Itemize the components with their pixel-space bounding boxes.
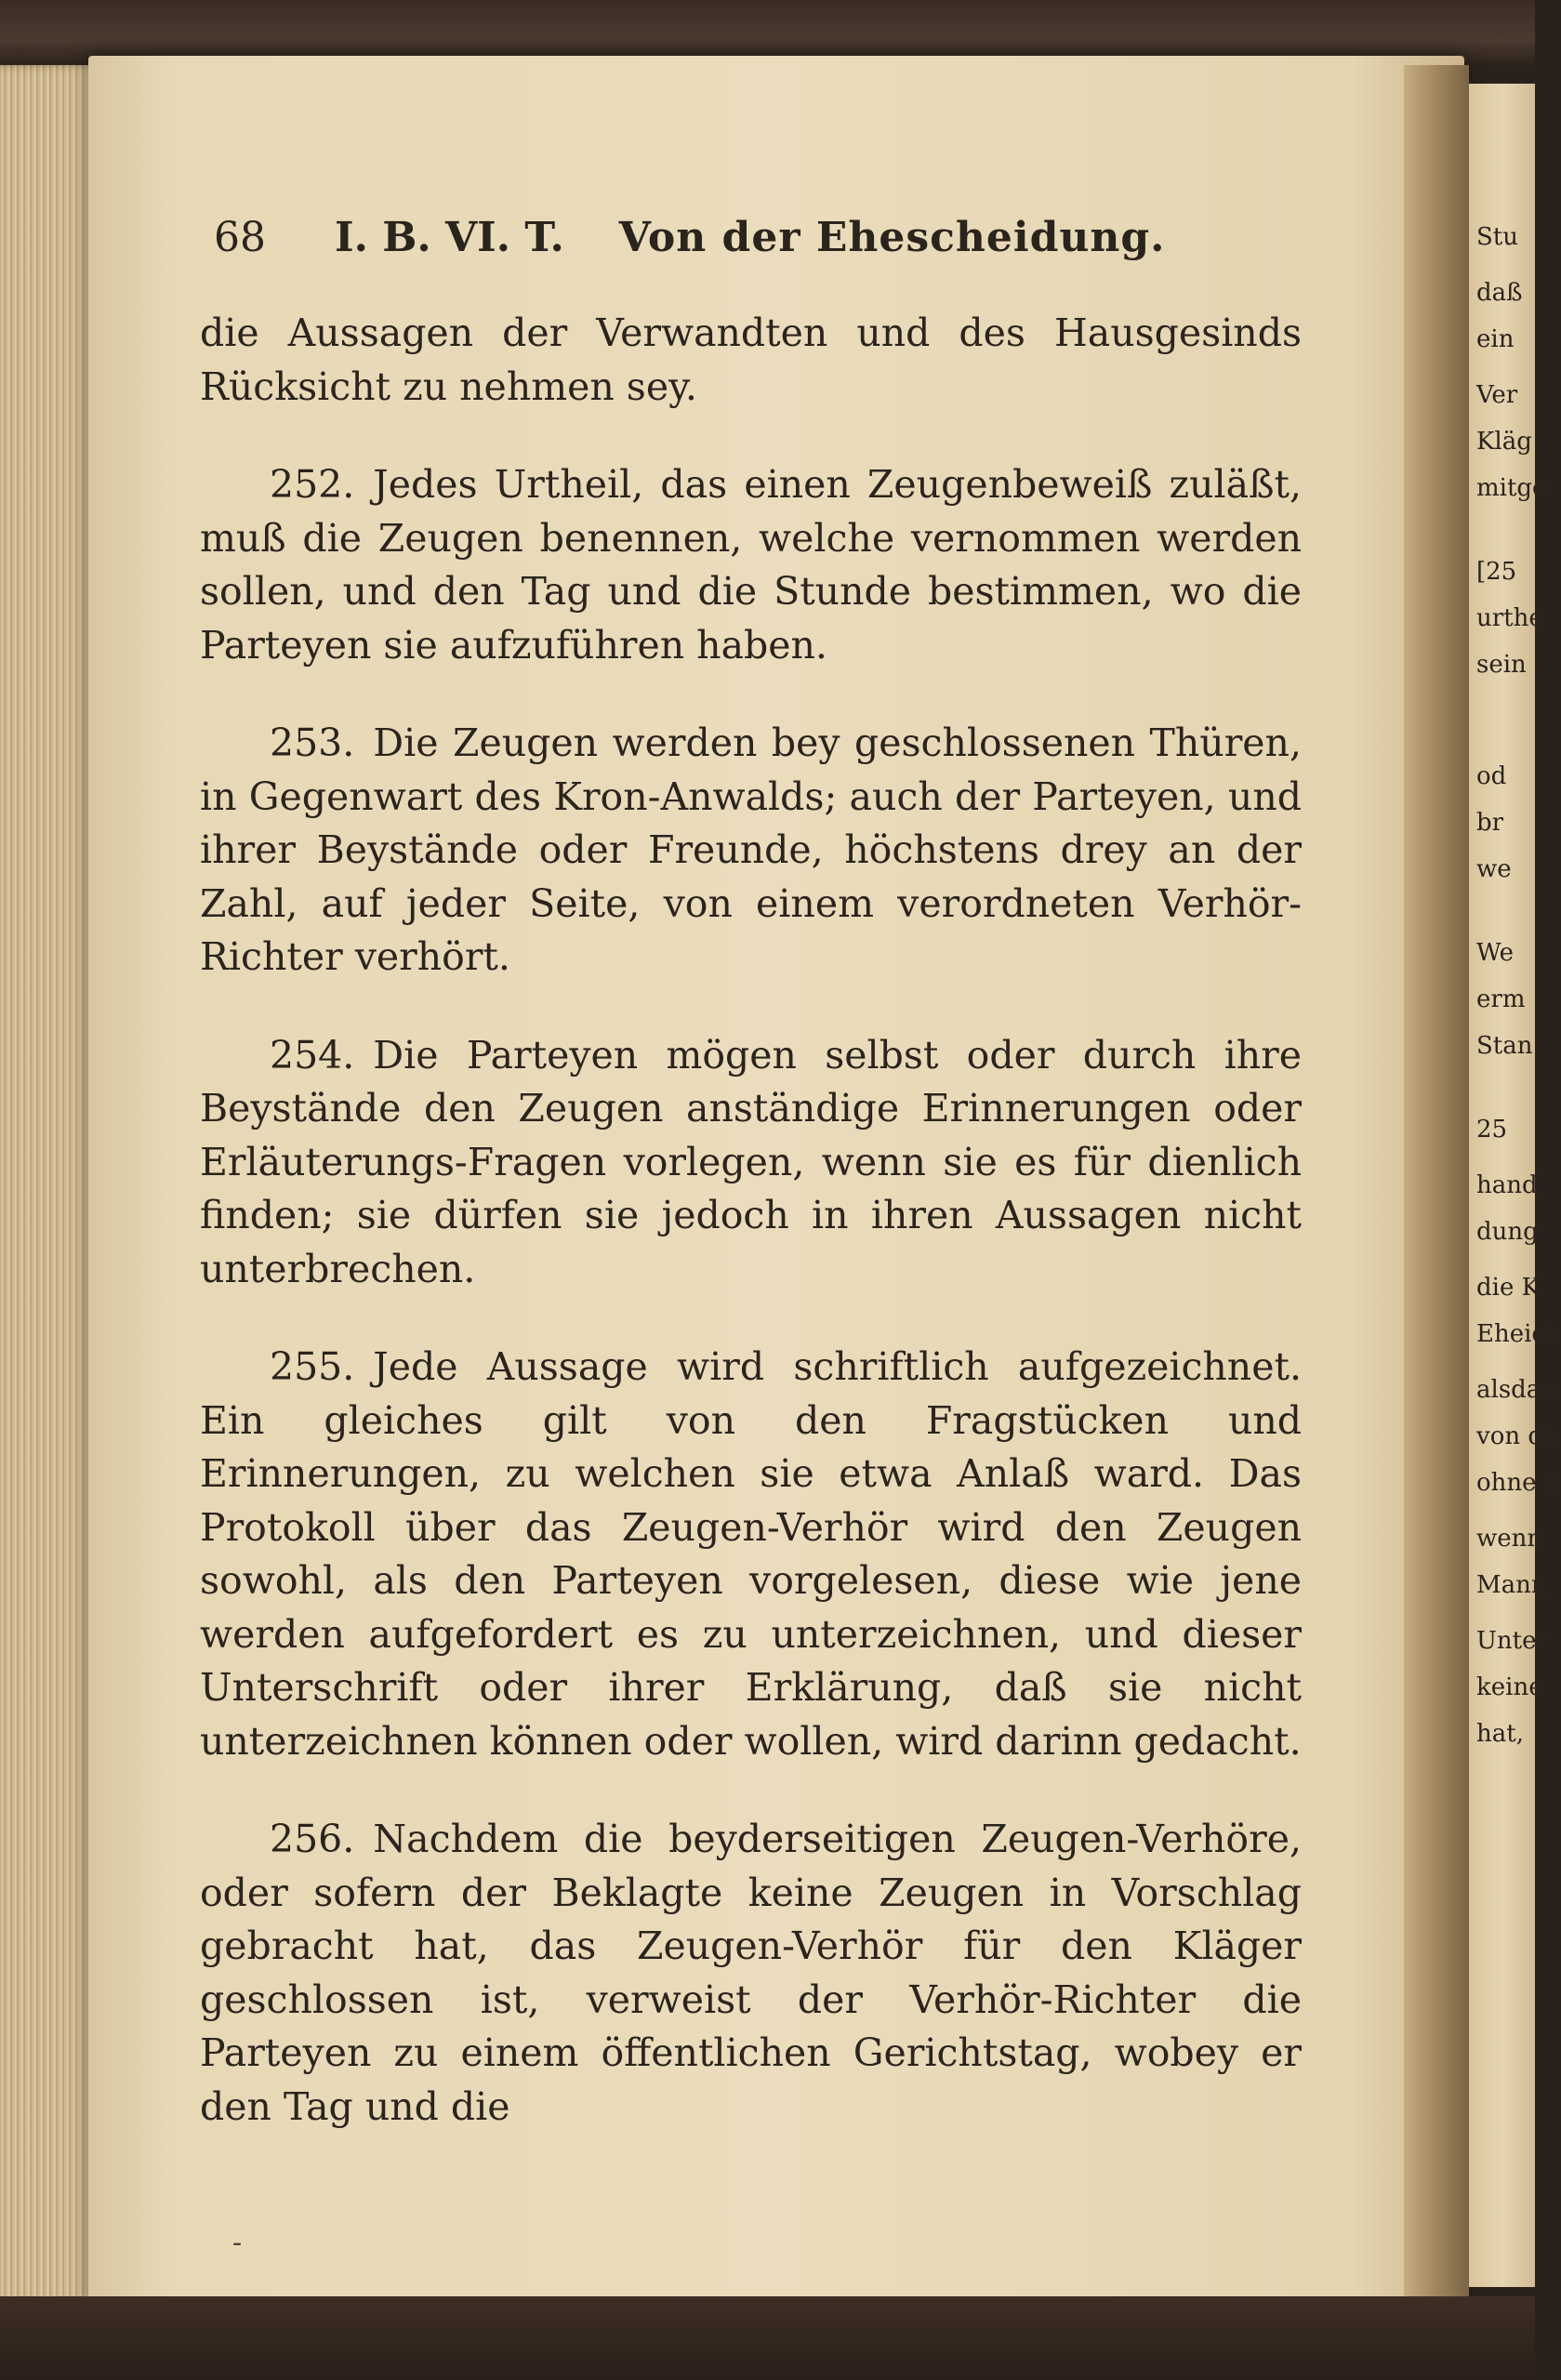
page-number: 68 [214, 214, 266, 261]
next-page-fragment: Stu [1476, 223, 1519, 251]
next-page-fragment: [25 [1476, 558, 1517, 586]
next-page-fragment: dung [1476, 1218, 1539, 1246]
paragraph-number: 256. [270, 1817, 355, 1861]
next-page-fragment: we [1476, 855, 1512, 883]
next-page-fragment: die K [1476, 1274, 1541, 1302]
next-page-fragment: hat, [1476, 1720, 1524, 1748]
paragraph-number: 252. [270, 462, 355, 507]
book-gutter [1404, 65, 1469, 2296]
paragraph-number: 254. [270, 1032, 355, 1078]
next-page-fragment: ohne d [1476, 1469, 1560, 1497]
next-page-fragment: wenn [1476, 1525, 1543, 1553]
next-page-fragment: od [1476, 762, 1507, 790]
paragraph-number: 253. [270, 721, 355, 765]
paragraph-252 [200, 458, 1302, 672]
next-page-fragment: mitge [1476, 474, 1547, 502]
next-page-fragment: keine [1476, 1673, 1543, 1701]
paragraph-253 [200, 717, 1302, 985]
paragraph-254 [200, 1029, 1302, 1297]
next-page-fragment: urthe [1476, 604, 1543, 632]
next-page-fragment: Mann [1476, 1571, 1547, 1599]
paragraph-text: Die Zeugen werden bey geschlossenen Thüren, in Gegenwart des Kron-Anwalds; auch der Parteyen, und ihrer Beystände oder Freunde, höchstens drey an der Zahl, auf jeder Seite, von einem verordneten Verhör-Richter verhört. [200, 721, 1302, 979]
paragraph-text: Nachdem die beyderseitigen Zeugen-Verhöre, oder sofern der Beklagte keine Zeugen in Vorschlag gebracht hat, das Zeugen-Verhör für den Kläger geschlossen ist, verweist der Verhör-Richter die Parteyen zu einem öffentlichen Gerichtstag, wobey er den Tag und die [200, 1817, 1302, 2129]
next-page-fragment: Kläg [1476, 428, 1532, 456]
next-page-fragment: Eheich [1476, 1320, 1561, 1348]
next-page-fragment: Stan [1476, 1032, 1533, 1060]
book-cover-bottom [0, 2296, 1535, 2380]
next-page-fragment: 25 [1476, 1116, 1508, 1144]
paragraph-text: Die Parteyen mögen selbst oder durch ihre Beystände den Zeugen anständige Erinnerungen oder Erläuterungs-Fragen vorlegen, wenn sie es für dienlich finden; sie dürfen sie jedoch in ihren Aussagen nicht unterbrechen. [200, 1032, 1302, 1291]
next-page-fragment: ein [1476, 325, 1515, 353]
next-page-fragment: erm [1476, 985, 1526, 1013]
next-page-fragment: Ver [1476, 381, 1518, 409]
running-header [214, 214, 1199, 261]
next-page-fragment: br [1476, 809, 1504, 837]
paragraph-number: 255. [270, 1344, 355, 1389]
next-page-edge [1469, 84, 1561, 2287]
next-page-fragment: von de [1476, 1422, 1558, 1450]
page-body [200, 307, 1302, 2134]
next-page-fragment: We [1476, 939, 1514, 967]
paragraph-255 [200, 1341, 1302, 1768]
paragraph-text: Jede Aussage wird schriftlich aufgezeichnet. Ein gleiches gilt von den Fragstücken und Erinnerungen, zu welchen sie etwa Anlaß ward. Das Protokoll über das Zeugen-Verhör wird den Zeugen sowohl, als den Parteyen vorgelesen, diese wie jene werden aufgefordert es zu unterzeichnen, und dieser Unterschrift oder ihrer Erklärung, daß sie nicht unterzeichnen können oder wollen, wird darinn gedacht. [200, 1344, 1302, 1764]
next-page-fragment: sein [1476, 651, 1527, 679]
footer-mark: - [232, 2227, 243, 2259]
opening-fragment: die Aussagen der Verwandten und des Hausgesinds Rücksicht zu nehmen sey. [200, 311, 1302, 409]
next-page-fragment: handl [1476, 1171, 1545, 1199]
section-reference: I. B. VI. T. [335, 214, 564, 261]
paragraph-256 [200, 1813, 1302, 2134]
chapter-title: Von der Ehescheidung. [618, 214, 1166, 261]
paragraph-text: Jedes Urtheil, das einen Zeugenbeweiß zuläßt, muß die Zeugen benennen, welche vernommen werden sollen, und den Tag und die Stunde bestimmen, wo die Parteyen sie aufzuführen haben. [200, 462, 1302, 668]
next-page-fragment: daß [1476, 279, 1523, 307]
next-page-fragment: Unter [1476, 1627, 1548, 1655]
next-page-fragment: alsdan [1476, 1376, 1557, 1404]
